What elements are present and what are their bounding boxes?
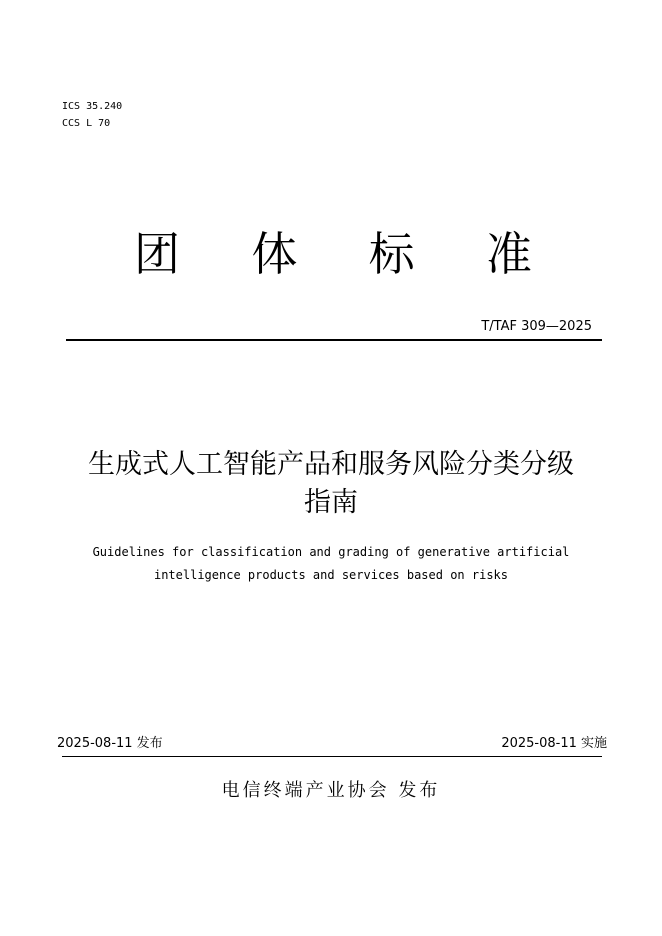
title-char-4: 准 [485, 227, 532, 281]
english-title [40, 541, 622, 587]
top-divider [66, 339, 602, 341]
chinese-title-line-1: 生成式人工智能产品和服务风险分类分级 [88, 449, 574, 480]
implement-date: 2025-08-11 实施 [501, 736, 607, 751]
publish-date: 2025-08-11 发布 [57, 736, 163, 751]
bottom-divider [62, 756, 602, 757]
ccs-code: CCS L 70 [62, 118, 111, 129]
title-char-2: 体 [251, 227, 298, 281]
chinese-title-line-2: 指南 [304, 487, 358, 518]
classification-codes [62, 98, 122, 132]
standard-number: T/TAF 309—2025 [481, 319, 592, 334]
title-char-1: 团 [134, 227, 180, 281]
english-title-line-2: intelligence products and services based on risks [153, 568, 508, 582]
english-title-line-1: Guidelines for classification and grading of generative artificial [92, 545, 570, 559]
document-type-title [66, 222, 600, 286]
title-char-3: 标 [368, 227, 415, 281]
ics-code: ICS 35.240 [62, 101, 123, 112]
publisher: 电信终端产业协会 发布 [221, 780, 441, 801]
chinese-title [40, 446, 622, 522]
